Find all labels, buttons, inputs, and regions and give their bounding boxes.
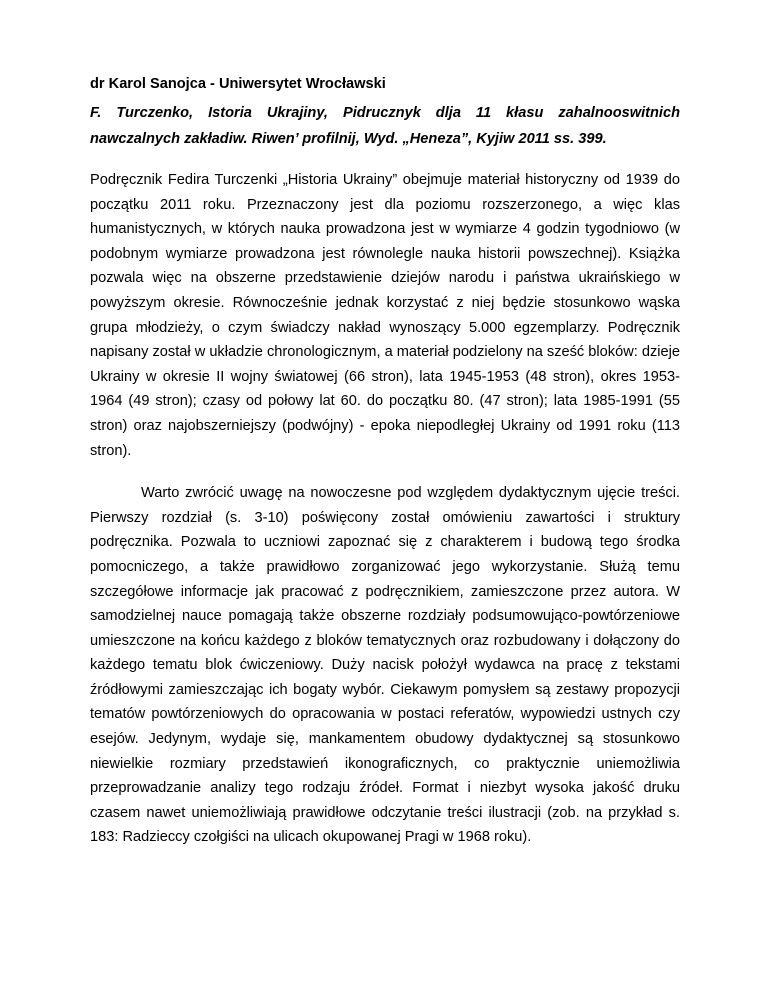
document-body bbox=[90, 72, 680, 850]
book-citation: F. Turczenko, Istoria Ukrajiny, Pidrucznyk dlja 11 kłasu zahalnooswitnich nawczalnych zakładiw. Riwen’ profilnij, Wyd. „Heneza”, Kyjiw 2011 ss. 399. bbox=[90, 105, 680, 147]
author-line: dr Karol Sanojca - Uniwersytet Wrocławski bbox=[90, 76, 386, 92]
paragraph-2: Warto zwrócić uwagę na nowoczesne pod względem dydaktycznym ujęcie treści. Pierwszy rozdział (s. 3-10) poświęcony został omówieniu zawartości i struktury podręcznika. Pozwala to uczniowi zapoznać się z charakterem i budową tego środka pomocniczego, a także prawidłowo zorganizować jego wykorzystanie. Służą temu szczegółowe informacje jak pracować z podręcznikiem, zamieszczone przez autora. W samodzielnej nauce pomagają także obszerne rozdziały podsumowująco-powtórzeniowe umieszczone na końcu każdego z bloków tematycznych oraz rozbudowany i dołączony do każdego tematu blok ćwiczeniowy. Duży nacisk położył wydawca na pracę z tekstami źródłowymi zamieszczając ich bogaty wybór. Ciekawym pomysłem są zestawy propozycji tematów powtórzeniowych do opracowania w postaci referatów, wypowiedzi ustnych czy esejów. Jedynym, wydaje się, mankamentem obudowy dydaktycznej są stosunkowo niewielkie rozmiary przedstawień ikonograficznych, co praktycznie uniemożliwia przeprowadzanie analizy tego rodzaju źródeł. Format i niezbyt wysoka jakość druku czasem nawet uniemożliwiają prawidłowe odczytanie treści ilustracji (zob. na przykład s. 183: Radzieccy czołgiści na ulicach okupowanej Pragi w 1968 roku). bbox=[90, 485, 680, 846]
paragraph-1: Podręcznik Fedira Turczenki „Historia Ukrainy” obejmuje materiał historyczny od 1939 do początku 2011 roku. Przeznaczony jest dla poziomu rozszerzonego, a więc klas humanistycznych, w których nauka prowadzona jest w wymiarze 4 godzin tygodniowo (w podobnym wymiarze prowadzona jest równolegle nauka historii powszechnej). Książka pozwala więc na obszerne przedstawienie dziejów narodu i państwa ukraińskiego w powyższym okresie. Równocześnie jednak korzystać z niej będzie stosunkowo wąska grupa młodzieży, o czym świadczy nakład wynoszący 5.000 egzemplarzy. Podręcznik napisany został w układzie chronologicznym, a materiał podzielony na sześć bloków: dzieje Ukrainy w okresie II wojny światowej (66 stron), lata 1945-1953 (48 stron), okres 1953-1964 (49 stron); czasy od połowy lat 60. do początku 80. (47 stron); lata 1985-1991 (55 stron) oraz najobszerniejszy (podwójny) - epoka niepodległej Ukrainy od 1991 roku (113 stron). bbox=[90, 172, 680, 459]
